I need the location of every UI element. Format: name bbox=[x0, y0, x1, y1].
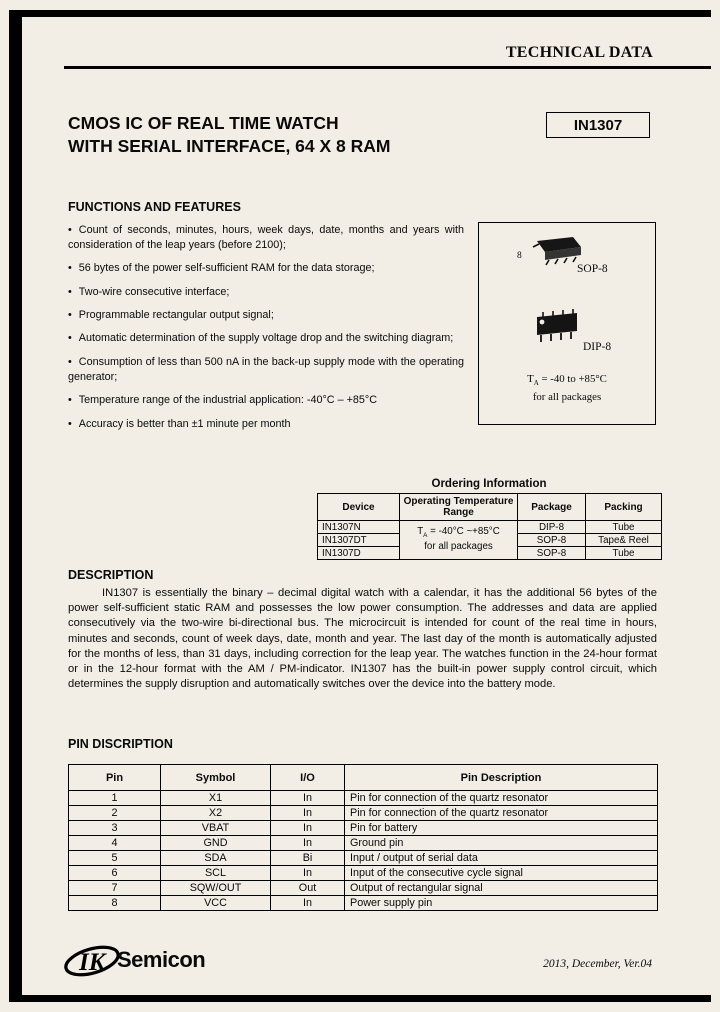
ordering-header-device: Device bbox=[318, 494, 400, 521]
description-cell: Pin for battery bbox=[345, 821, 658, 836]
dip8-label: DIP-8 bbox=[583, 341, 612, 353]
bullet-icon: • bbox=[68, 355, 72, 368]
symbol-cell: VBAT bbox=[161, 821, 271, 836]
temp-range-cell bbox=[400, 521, 518, 560]
description-cell: Pin for connection of the quartz resonator bbox=[345, 806, 658, 821]
bullet-icon: • bbox=[68, 394, 72, 407]
logo-ik-text: IK bbox=[79, 949, 106, 976]
page-title-line1: CMOS IC OF REAL TIME WATCH bbox=[68, 113, 339, 133]
package-cell: SOP-8 bbox=[518, 547, 586, 560]
table-row bbox=[318, 521, 662, 534]
pin-cell: 5 bbox=[69, 851, 161, 866]
symbol-cell: VCC bbox=[161, 896, 271, 911]
table-row bbox=[69, 806, 658, 821]
ordering-header-temp: Operating Temperature Range bbox=[400, 494, 518, 521]
feature-text: 56 bytes of the power self-sufficient RAM for the data storage; bbox=[78, 262, 375, 275]
pin-cell: 3 bbox=[69, 821, 161, 836]
pin-header-pin: Pin bbox=[69, 765, 161, 791]
table-row bbox=[69, 896, 658, 911]
pin-description-table bbox=[68, 764, 658, 911]
ordering-temp-scope: for all packages bbox=[424, 541, 493, 553]
symbol-cell: X2 bbox=[161, 806, 271, 821]
io-cell: In bbox=[271, 821, 345, 836]
feature-item bbox=[68, 417, 464, 432]
package-cell: DIP-8 bbox=[518, 521, 586, 534]
bullet-icon: • bbox=[68, 224, 72, 236]
package-temp-note bbox=[479, 371, 655, 405]
package-temp-scope: for all packages bbox=[532, 390, 602, 403]
pin-cell: 4 bbox=[69, 836, 161, 851]
io-cell: In bbox=[271, 866, 345, 881]
version-text: 2013, December, Ver.04 bbox=[543, 958, 652, 970]
bullet-icon: • bbox=[68, 332, 72, 345]
feature-item bbox=[68, 393, 464, 408]
description-cell: Pin for connection of the quartz resonator bbox=[345, 791, 658, 806]
feature-text: Temperature range of the industrial application: -40°C – +85°C bbox=[78, 394, 378, 407]
page-title bbox=[68, 112, 391, 158]
header-rule bbox=[64, 66, 711, 69]
device-cell: IN1307D bbox=[318, 547, 400, 560]
table-row bbox=[69, 836, 658, 851]
page-border-top bbox=[9, 10, 711, 17]
ordering-header-row bbox=[318, 494, 662, 521]
feature-item bbox=[68, 308, 464, 323]
bullet-icon: • bbox=[68, 309, 72, 322]
symbol-cell: X1 bbox=[161, 791, 271, 806]
table-row bbox=[69, 881, 658, 896]
packing-cell: Tube bbox=[586, 521, 662, 534]
description-cell: Output of rectangular signal bbox=[345, 881, 658, 896]
sop8-pin-count-label: 8 bbox=[517, 251, 522, 261]
feature-item bbox=[68, 331, 464, 346]
feature-text: Consumption of less than 500 nA in the back-up supply mode with the operating generator; bbox=[68, 355, 464, 383]
description-cell: Input of the consecutive cycle signal bbox=[345, 866, 658, 881]
description-text: IN1307 is essentially the binary – decimal digital watch with a calendar, it has the additional 56 bytes of the power self-sufficient static RAM and possesses the low power consumption. The addresses and data are applied consecutively via the two-wire bi-directional bus. The microcircuit is intended for count of the real time in hours, minutes and seconds, count of week days, date, month and year. The last day of the month is automatically adjusted for the months of less, than 31 days, including correction for the leap year. The watches function in the 24-hour format or in the 12-hour format with the AM / PM-indicator. IN1307 has the built-in power supply control circuit, which determines the supply disruption and automatically switches over the device into the battery mode. bbox=[68, 587, 657, 691]
part-number-box: IN1307 bbox=[546, 112, 650, 138]
io-cell: In bbox=[271, 791, 345, 806]
pin-header-io: I/O bbox=[271, 765, 345, 791]
logo-semicon-text: Semicon bbox=[117, 947, 206, 972]
logo-swoosh-icon bbox=[62, 938, 124, 982]
device-cell: IN1307N bbox=[318, 521, 400, 534]
feature-text: Automatic determination of the supply voltage drop and the switching diagram; bbox=[78, 332, 454, 345]
io-cell: Bi bbox=[271, 851, 345, 866]
feature-item bbox=[68, 285, 464, 300]
feature-item bbox=[68, 355, 464, 385]
temp-value: = -40°C ~+85°C bbox=[427, 525, 500, 537]
table-row bbox=[69, 851, 658, 866]
symbol-cell: SDA bbox=[161, 851, 271, 866]
feature-text: Programmable rectangular output signal; bbox=[78, 309, 274, 322]
pin-description-heading: PIN DISCRIPTION bbox=[68, 737, 173, 751]
features-list bbox=[68, 223, 464, 440]
io-cell: In bbox=[271, 896, 345, 911]
description-heading: DESCRIPTION bbox=[68, 568, 154, 582]
description-cell: Input / output of serial data bbox=[345, 851, 658, 866]
features-heading: FUNCTIONS AND FEATURES bbox=[68, 200, 241, 214]
pin-header-row bbox=[69, 765, 658, 791]
package-drawings-box bbox=[478, 222, 656, 425]
pin-header-symbol: Symbol bbox=[161, 765, 271, 791]
io-cell: In bbox=[271, 836, 345, 851]
pin-cell: 2 bbox=[69, 806, 161, 821]
bullet-icon: • bbox=[68, 417, 72, 430]
package-cell: SOP-8 bbox=[518, 534, 586, 547]
symbol-cell: GND bbox=[161, 836, 271, 851]
pin-cell: 1 bbox=[69, 791, 161, 806]
io-cell: Out bbox=[271, 881, 345, 896]
header-label: TECHNICAL DATA bbox=[505, 44, 653, 61]
table-row bbox=[69, 821, 658, 836]
dip8-package-icon bbox=[531, 309, 583, 347]
temp-symbol: T bbox=[417, 525, 424, 537]
pin-cell: 8 bbox=[69, 896, 161, 911]
symbol-cell: SCL bbox=[161, 866, 271, 881]
pin-cell: 7 bbox=[69, 881, 161, 896]
ik-semicon-logo bbox=[62, 938, 205, 982]
temp-subscript: A bbox=[423, 531, 428, 539]
feature-item bbox=[68, 223, 464, 253]
description-cell: Power supply pin bbox=[345, 896, 658, 911]
packing-cell: Tube bbox=[586, 547, 662, 560]
ordering-header-package: Package bbox=[518, 494, 586, 521]
table-row bbox=[69, 791, 658, 806]
feature-text: Two-wire consecutive interface; bbox=[78, 285, 230, 298]
pin-cell: 6 bbox=[69, 866, 161, 881]
page-border-bottom bbox=[9, 995, 711, 1002]
packing-cell: Tape& Reel bbox=[586, 534, 662, 547]
symbol-cell: SQW/OUT bbox=[161, 881, 271, 896]
temp-subscript: A bbox=[533, 379, 539, 388]
ordering-temp-range bbox=[402, 525, 515, 541]
pin-header-description: Pin Description bbox=[345, 765, 658, 791]
package-temp-range bbox=[479, 371, 655, 389]
description-cell: Ground pin bbox=[345, 836, 658, 851]
feature-text: Count of seconds, minutes, hours, week days, date, months and years with consideration of the leap years (before 2100); bbox=[68, 224, 464, 251]
bullet-icon: • bbox=[68, 262, 72, 275]
table-row bbox=[69, 866, 658, 881]
feature-item bbox=[68, 261, 464, 276]
temp-symbol: T bbox=[527, 373, 534, 385]
ordering-header-packing: Packing bbox=[586, 494, 662, 521]
ordering-info-title: Ordering Information bbox=[431, 478, 547, 490]
io-cell: In bbox=[271, 806, 345, 821]
device-cell: IN1307DT bbox=[318, 534, 400, 547]
sop8-label: SOP-8 bbox=[577, 263, 608, 275]
ordering-table bbox=[317, 493, 662, 560]
temp-value: = -40 to +85°C bbox=[538, 373, 607, 385]
feature-text: Accuracy is better than ±1 minute per month bbox=[78, 417, 291, 430]
bullet-icon: • bbox=[68, 285, 72, 298]
page-title-line2: WITH SERIAL INTERFACE, 64 X 8 RAM bbox=[68, 135, 391, 156]
sop8-package-icon bbox=[529, 235, 583, 269]
page-border-left bbox=[9, 10, 22, 1002]
